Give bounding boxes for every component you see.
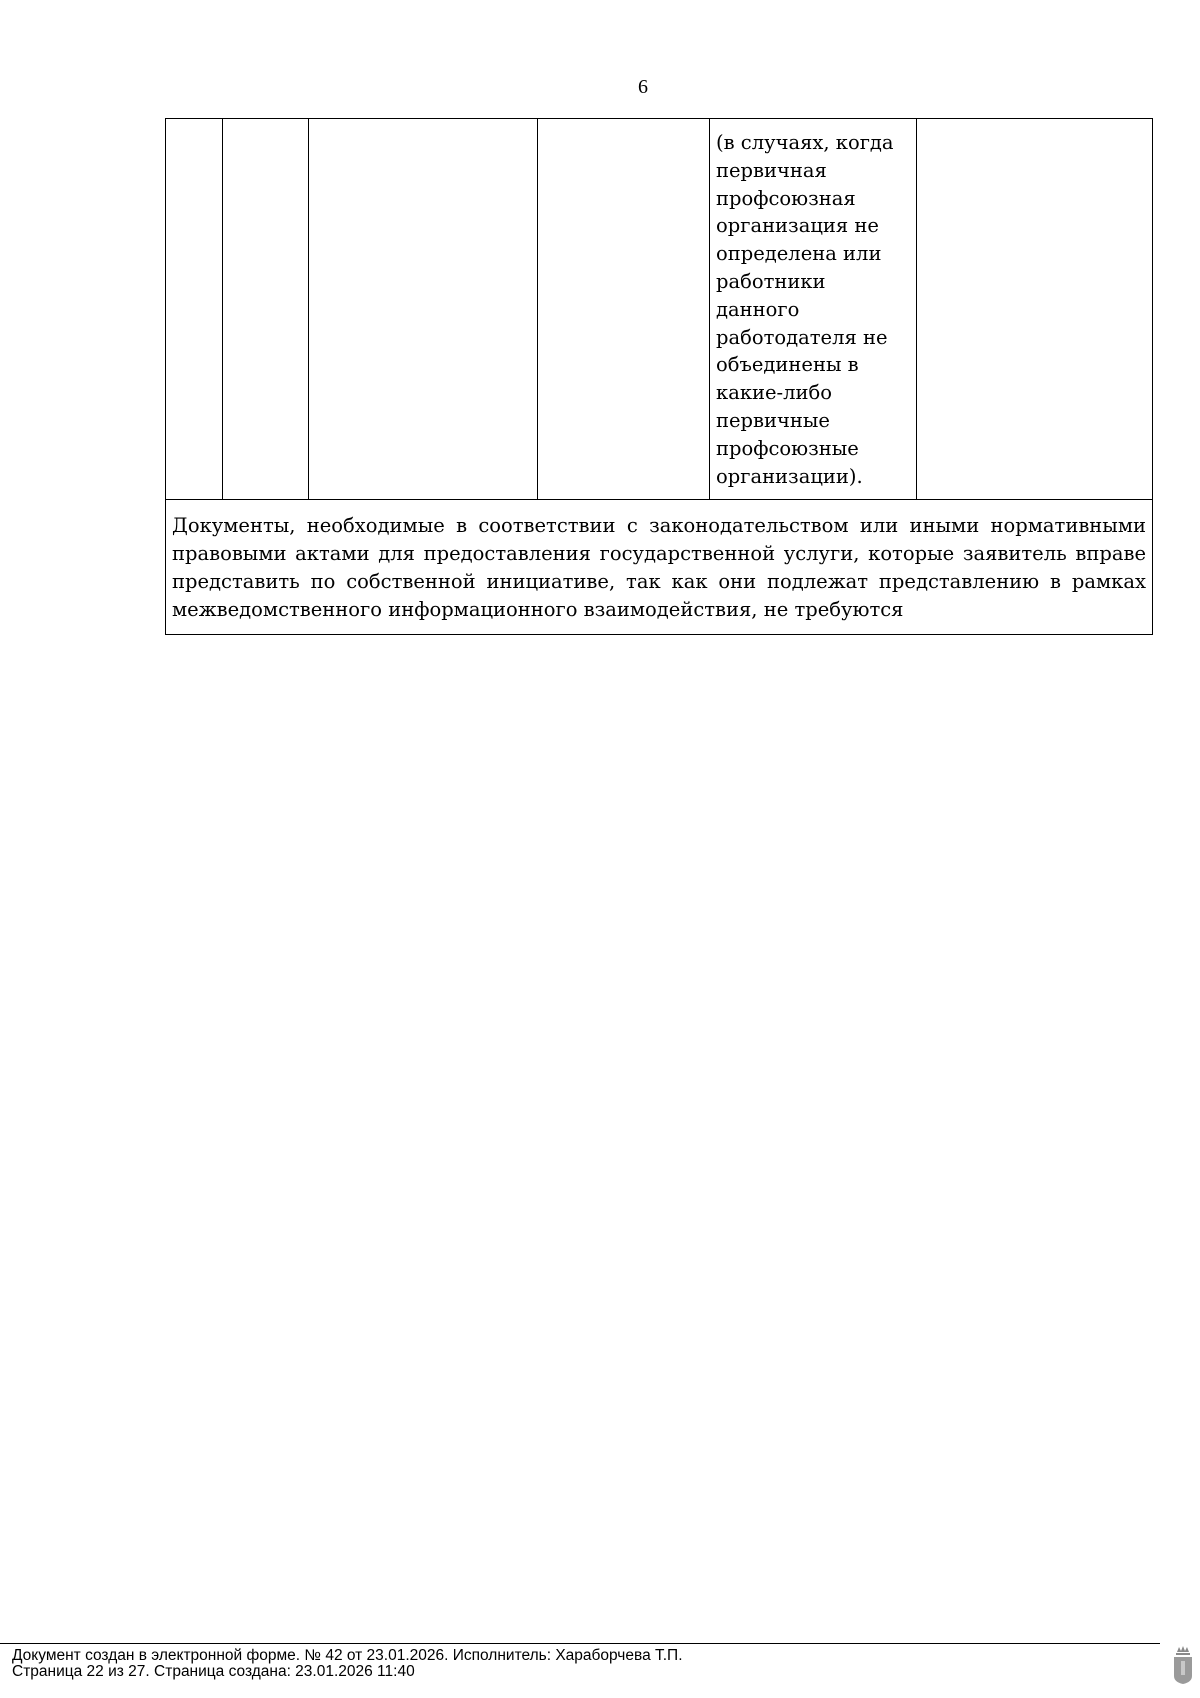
- cell-line: первичные: [716, 408, 830, 432]
- page-number: 6: [638, 76, 648, 98]
- cell-line: первичная: [716, 158, 827, 182]
- cell-line: определена или: [716, 242, 882, 266]
- table-row: [166, 119, 1153, 500]
- table-cell-empty: [917, 119, 1153, 500]
- cell-line: данного: [716, 297, 800, 321]
- cell-line: профсоюзные: [716, 436, 859, 460]
- cell-line: (в случаях, когда: [716, 131, 894, 154]
- footer-line-2: Страница 22 из 27. Страница создана: 23.01.2026 11:40: [12, 1663, 415, 1680]
- cell-line: работники: [716, 269, 826, 293]
- cell-line: организация не: [716, 214, 879, 238]
- merged-row-text: Документы, необходимые в соответствии с законодательством или иными нормативными правовыми актами для предоставления государственной услуги, которые заявитель вправе представить по собственной инициативе, так как они подлежат представлению в рамках межведомственного информационного взаимодействия, не требуются: [172, 514, 1146, 621]
- continued-cell-text: [710, 119, 916, 499]
- merged-row-cell: [166, 500, 1153, 634]
- table-cell-text: [710, 119, 917, 500]
- document-table: [165, 118, 1153, 635]
- cell-line: объединены в: [716, 353, 859, 377]
- cell-line: организации).: [716, 464, 863, 488]
- cell-line: работодателя не: [716, 325, 888, 349]
- table-cell-empty: [223, 119, 309, 500]
- footer: [12, 1648, 683, 1680]
- cell-line: профсоюзная: [716, 186, 856, 210]
- table-row-merged: [166, 500, 1153, 634]
- table-cell-empty: [309, 119, 538, 500]
- footer-divider: [0, 1643, 1160, 1644]
- table-cell-empty: [166, 119, 223, 500]
- coat-of-arms-icon: [1172, 1646, 1194, 1684]
- table-cell-empty: [538, 119, 710, 500]
- footer-line-1: Документ создан в электронной форме. № 42 от 23.01.2026. Исполнитель: Хараборчева Т.П.: [12, 1647, 683, 1664]
- cell-line: какие-либо: [716, 381, 832, 405]
